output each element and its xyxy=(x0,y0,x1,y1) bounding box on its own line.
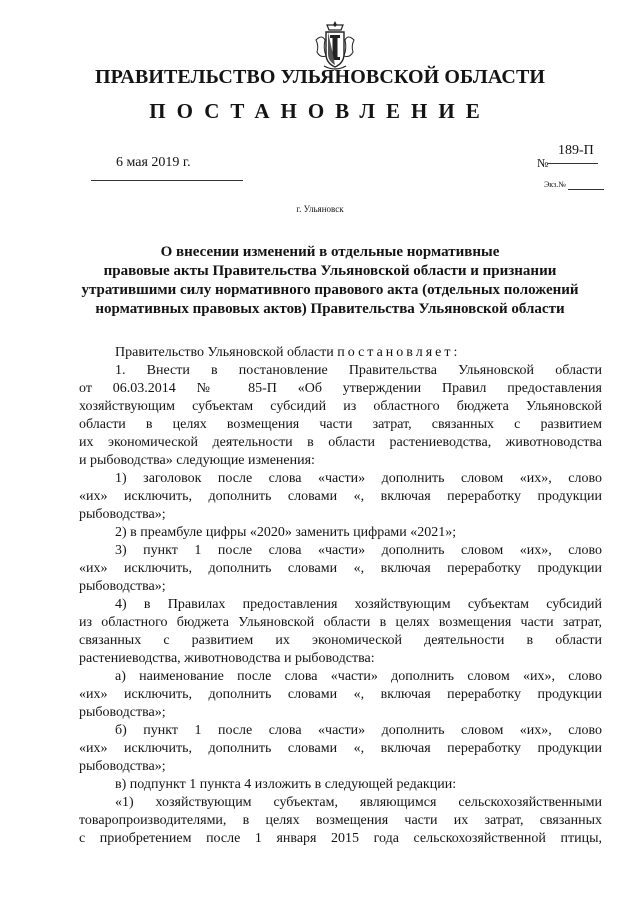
coat-of-arms-icon xyxy=(314,20,356,72)
body-line: товаропроизводителями, в целях возмещения части их затрат, связанных xyxy=(79,813,602,828)
decree-body xyxy=(79,344,602,848)
body-line: «1) хозяйствующим субъектам, являющимся сельскохозяйственными xyxy=(115,795,602,810)
body-line: «их» исключить, дополнить словами «, включая переработку продукции xyxy=(79,741,602,756)
body-line: связанных с развитием их экономической деятельности в области xyxy=(79,633,602,648)
decree-title xyxy=(70,243,590,319)
number-underline xyxy=(548,163,598,164)
copy-number-underline xyxy=(568,189,604,190)
city: г. Ульяновск xyxy=(296,204,344,214)
body-line: 3) пункт 1 после слова «части» дополнить словом «их», слово xyxy=(115,543,602,558)
body-line: рыбоводства»; xyxy=(79,705,166,720)
body-line: и рыбоводства» следующие изменения: xyxy=(79,453,315,468)
body-line: «их» исключить, дополнить словами «, включая переработку продукции xyxy=(79,561,602,576)
body-line: рыбоводства»; xyxy=(79,759,166,774)
body-line: с приобретением после 1 января 2015 года сельскохозяйственной птицы, xyxy=(79,831,602,846)
body-line: рыбоводства»; xyxy=(79,579,166,594)
number-label: № xyxy=(537,156,549,170)
body-line: растениеводства, животноводства и рыбоводства: xyxy=(79,651,375,666)
date-underline xyxy=(91,180,243,181)
body-line: рыбоводства»; xyxy=(79,507,166,522)
body-line: их экономической деятельности в области растениеводства, животноводства xyxy=(79,435,602,450)
title-line: О внесении изменений в отдельные нормативные xyxy=(160,244,500,260)
body-line: от 06.03.2014 № 85-П «Об утверждении Правил предоставления xyxy=(79,381,602,396)
body-line: 4) в Правилах предоставления хозяйствующим субъектам субсидий xyxy=(115,597,602,612)
body-line: области в целях возмещения части затрат, связанных с развитием xyxy=(79,417,602,432)
body-line: в) подпункт 1 пункта 4 изложить в следующей редакции: xyxy=(115,777,457,792)
government-name: ПРАВИТЕЛЬСТВО УЛЬЯНОВСКОЙ ОБЛАСТИ xyxy=(94,66,546,88)
title-line: нормативных правовых актов) Правительства Ульяновской области xyxy=(95,301,565,317)
intro-text: Правительство Ульяновской области xyxy=(115,345,334,360)
body-line: 2) в преамбуле цифры «2020» заменить цифрами «2021»; xyxy=(115,525,457,540)
body-line: хозяйствующим субъектам субсидий из областного бюджета Ульяновской xyxy=(79,399,602,414)
decree-date: 6 мая 2019 г. xyxy=(116,155,191,170)
decree-number: 189-П xyxy=(558,143,594,158)
title-line: утратившими силу нормативного правового акта (отдельных положений xyxy=(81,282,579,298)
copy-number-label: Экз.№ xyxy=(544,180,566,189)
body-line: «их» исключить, дополнить словами «, включая переработку продукции xyxy=(79,489,602,504)
intro-verb: постановляет: xyxy=(337,345,461,360)
intro-line xyxy=(79,344,602,362)
body-line: из областного бюджета Ульяновской области в целях возмещения части затрат, xyxy=(79,615,602,630)
body-line: 1) заголовок после слова «части» дополнить словом «их», слово xyxy=(115,471,602,486)
body-line: б) пункт 1 после слова «части» дополнить словом «их», слово xyxy=(115,723,602,738)
title-line: правовые акты Правительства Ульяновской области и признании xyxy=(103,263,557,279)
body-line: «их» исключить, дополнить словами «, включая переработку продукции xyxy=(79,687,602,702)
body-line: а) наименование после слова «части» дополнить словом «их», слово xyxy=(115,669,602,684)
body-line: 1. Внести в постановление Правительства Ульяновской области xyxy=(115,363,602,378)
document-type: ПОСТАНОВЛЕНИЕ xyxy=(149,99,491,123)
